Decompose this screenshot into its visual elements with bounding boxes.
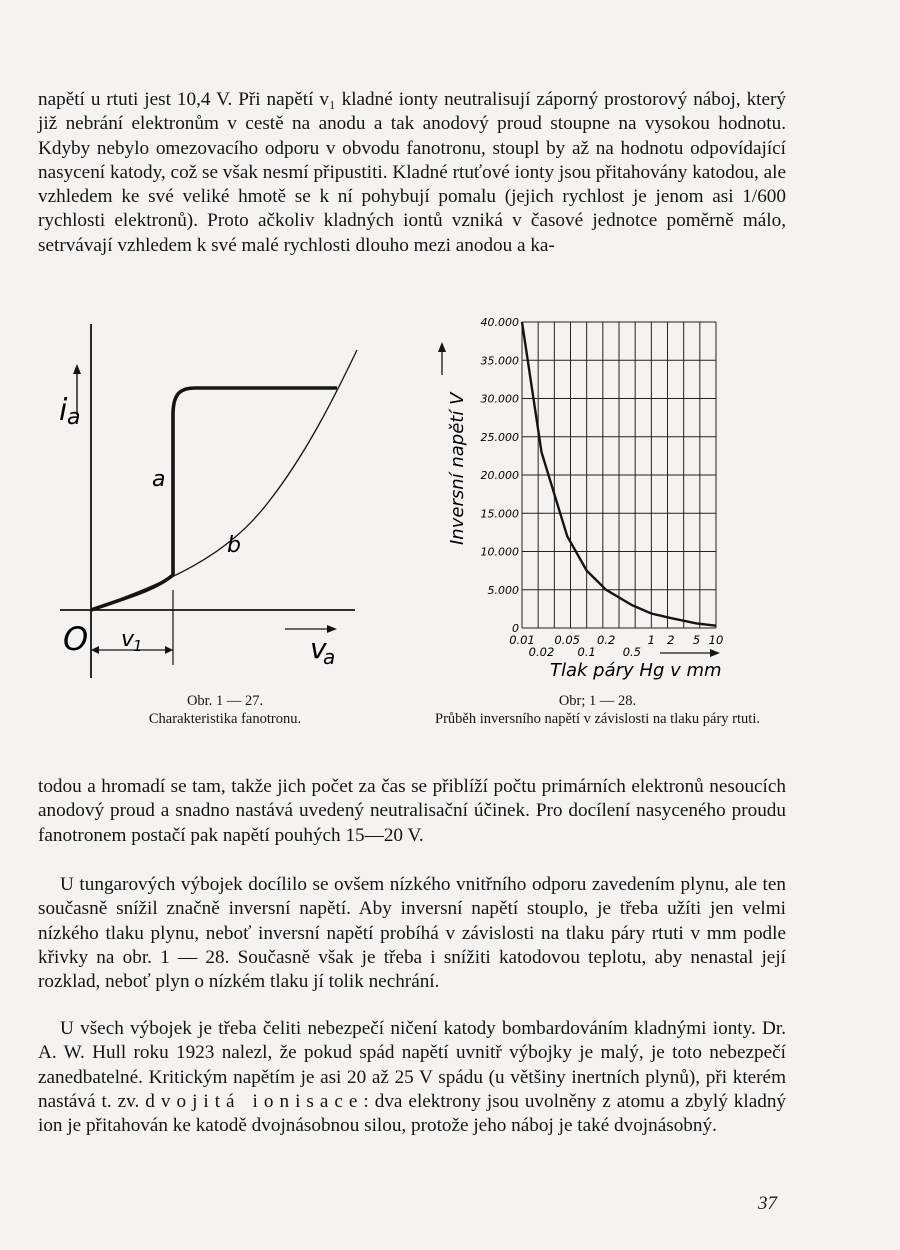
chart-x-tick-label: 0.02: [528, 645, 555, 659]
chart-x-tick-label: 0.5: [622, 645, 642, 659]
fig1-v1-subscript: 1: [133, 637, 143, 655]
chart-y-tick-label: 30.000: [480, 392, 519, 406]
figure-1-caption: [80, 692, 370, 728]
fig1-y-axis-subscript: a: [67, 405, 81, 430]
inverse-voltage-chart: [430, 300, 730, 685]
paragraph-1: napětí u rtuti jest 10,4 V. Při napětí v₁ kladné ionty neutralisují záporný prostorový náboj, který již nebrání elektronům v cestě na anodu a tak anodový proud stoupne na vysokou hodnotu. Kdyby nebylo omezovacího odporu v obvodu fanotronu, stoupl by až na hodnotu odpovídající nasycení katody, což se však nesmí připustiti. Kladné rtuťové ionty jsou přitahovány katodou, ale vzhledem ke své veliké hmotě se k ní pohybují pomalu (jejich rychlost je jenom asi 1/600 rychlosti elektronů). Proto ačkoliv kladných iontů vzniká v časové jednotce poměrně málo, setrvávají vzhledem k své malé rychlosti dlouho mezi anodou a ka-: [38, 89, 786, 256]
chart-y-tick-label: 35.000: [480, 354, 519, 368]
fig1-x-axis-label: v: [310, 632, 327, 665]
chart-x-tick-label: 10: [708, 633, 724, 647]
paragraph-4-text-c: : dva elektrony jsou uvolněny z atomu a zbylý kladný ion je přitahován ke katodě dvojnásobnou silou, protože jeho náboj je také dvojnásobný.: [38, 1090, 787, 1137]
chart-y-tick-label: 20.000: [480, 469, 519, 482]
fig1-origin-label: O: [63, 620, 89, 658]
chart-x-tick-label: 0.01: [509, 633, 535, 647]
chart-x-tick-label: 5: [692, 633, 701, 647]
fig1-v1-label: v: [121, 627, 135, 652]
paragraph-4-emphasis: dvojitá ionisace: [145, 1090, 364, 1112]
chart-y-tick-label: 25.000: [480, 430, 519, 444]
paragraph-4: [38, 1017, 786, 1138]
chart-x-tick-label: 0.05: [554, 633, 581, 647]
fig1-curve-b-label: b: [227, 533, 241, 558]
chart-x-tick-label: 0.2: [596, 633, 616, 647]
page-number: 37: [758, 1193, 777, 1214]
figure-fanotron-characteristic: [55, 320, 385, 695]
paragraph-4-text-a: U všech výbojek je třeba čeliti nebezpečí ničení katody bombardováním kladnými ionty. Dr. A. W. Hull roku 1923 nalezl, že pokud spád napětí uvnitř výbojky je malý, je toto nebezpečí zanedbatelné. Kritickým napětím je asi 20 až 25 V spádu (u většiny inertních plynů), při kterém nastává t. zv.: [38, 1018, 786, 1112]
figure-2-caption-number: Obr; 1 — 28.: [558, 693, 637, 709]
paragraph-3: U tungarových výbojek docílilo se ovšem nízkého vnitřního odporu zavedením plynu, ale ten současně snížil značně inversní napětí. Aby inversní napětí stouplo, je třeba užíti jen velmi nízkého tlaku plynu, neboť inversní napětí probíhá v závislosti na tlaku páry rtuti v mm podle křivky na obr. 1 — 28. Současně však je třeba i snížiti katodovou teplotu, aby nenastal její rozklad, neboť plyn o nízkém tlaku jí tolik nechrání.: [38, 874, 786, 993]
fig1-curve-a-label: a: [152, 467, 166, 492]
chart-x-tick-label: 2: [667, 633, 675, 647]
figure-1-caption-text: Charakteristika fanotronu.: [148, 711, 302, 727]
chart-y-tick-label: 40.000: [480, 316, 519, 329]
chart-x-tick-label: 1: [647, 633, 655, 647]
figure-inverse-voltage-chart: [430, 300, 730, 690]
figure-1-caption-number: Obr. 1 — 27.: [186, 693, 264, 709]
figure-2-caption: [405, 692, 790, 728]
chart-x-tick-label: 0.1: [577, 645, 596, 659]
fig1-x-axis-subscript: a: [323, 645, 336, 669]
chart-y-tick-label: 0: [512, 622, 519, 635]
chart-y-axis-label: Inversní napětí V: [447, 392, 468, 545]
fig1-y-axis-label: i: [59, 393, 68, 428]
chart-y-tick-label: 15.000: [480, 507, 519, 521]
chart-x-axis-label: Tlak páry Hg v mm: [550, 660, 722, 681]
chart-y-tick-label: 5.000: [487, 583, 519, 597]
paragraph-2: todou a hromadí se tam, takže jich počet za čas se přiblíží počtu primárních elektronů nesoucích anodový proud a snadno nastává uvedený neutralisační účinek. Pro docílení nasyceného proudu fanotronem postačí pak napětí pouhých 15—20 V.: [38, 776, 786, 846]
figure-2-caption-text: Průběh inversního napětí v závislosti na tlaku páry rtuti.: [435, 711, 760, 727]
chart-y-tick-label: 10.000: [480, 545, 519, 559]
